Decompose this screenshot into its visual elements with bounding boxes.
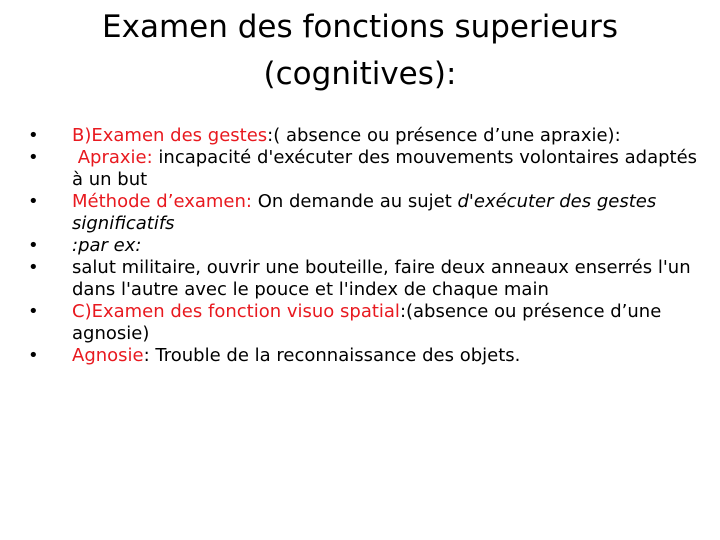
slide-title [60, 4, 660, 98]
bullet-item [28, 235, 700, 257]
bullet-marker: • [28, 191, 39, 212]
bullet-marker: • [28, 301, 39, 322]
bullet-item [28, 257, 700, 301]
bullet-highlight: Méthode d’examen: [72, 191, 258, 212]
bullet-text: salut militaire, ouvrir une bouteille, faire deux anneaux enserrés l'un dans l'autre avec le pouce et l'index de chaque main [72, 257, 691, 300]
bullet-highlight: B)Examen des gestes [72, 125, 268, 146]
bullet-italic-text: :par ex: [72, 235, 142, 256]
bullet-item [28, 147, 700, 191]
bullet-item [28, 345, 700, 367]
bullet-list [28, 125, 700, 367]
bullet-text: incapacité d'exécuter des mouvements volontaires adaptés à un but [72, 147, 698, 190]
bullet-item [28, 301, 700, 345]
bullet-marker: • [28, 147, 39, 168]
bullet-highlight: C)Examen des fonction visuo spatial [72, 301, 400, 322]
bullet-item [28, 191, 700, 235]
bullet-marker: • [28, 125, 39, 146]
slide-title-line-2: (cognitives): [263, 56, 457, 92]
slide-title-line-1: Examen des fonctions superieurs [102, 9, 618, 45]
bullet-marker: • [28, 345, 39, 366]
bullet-marker: • [28, 257, 39, 278]
bullet-text: On demande au sujet [257, 191, 458, 212]
bullet-item [28, 125, 700, 147]
bullet-marker: • [28, 235, 39, 256]
bullet-highlight: Apraxie: [77, 147, 159, 168]
bullet-text: :( absence ou présence d’une apraxie): [267, 125, 621, 146]
bullet-text: :(absence ou présence d’une agnosie) [72, 301, 662, 344]
bullet-highlight: Agnosie [72, 345, 144, 366]
bullet-italic-text: d'exécuter des gestes significatifs [72, 191, 657, 234]
bullet-text: : Trouble de la reconnaissance des objets. [143, 345, 521, 366]
